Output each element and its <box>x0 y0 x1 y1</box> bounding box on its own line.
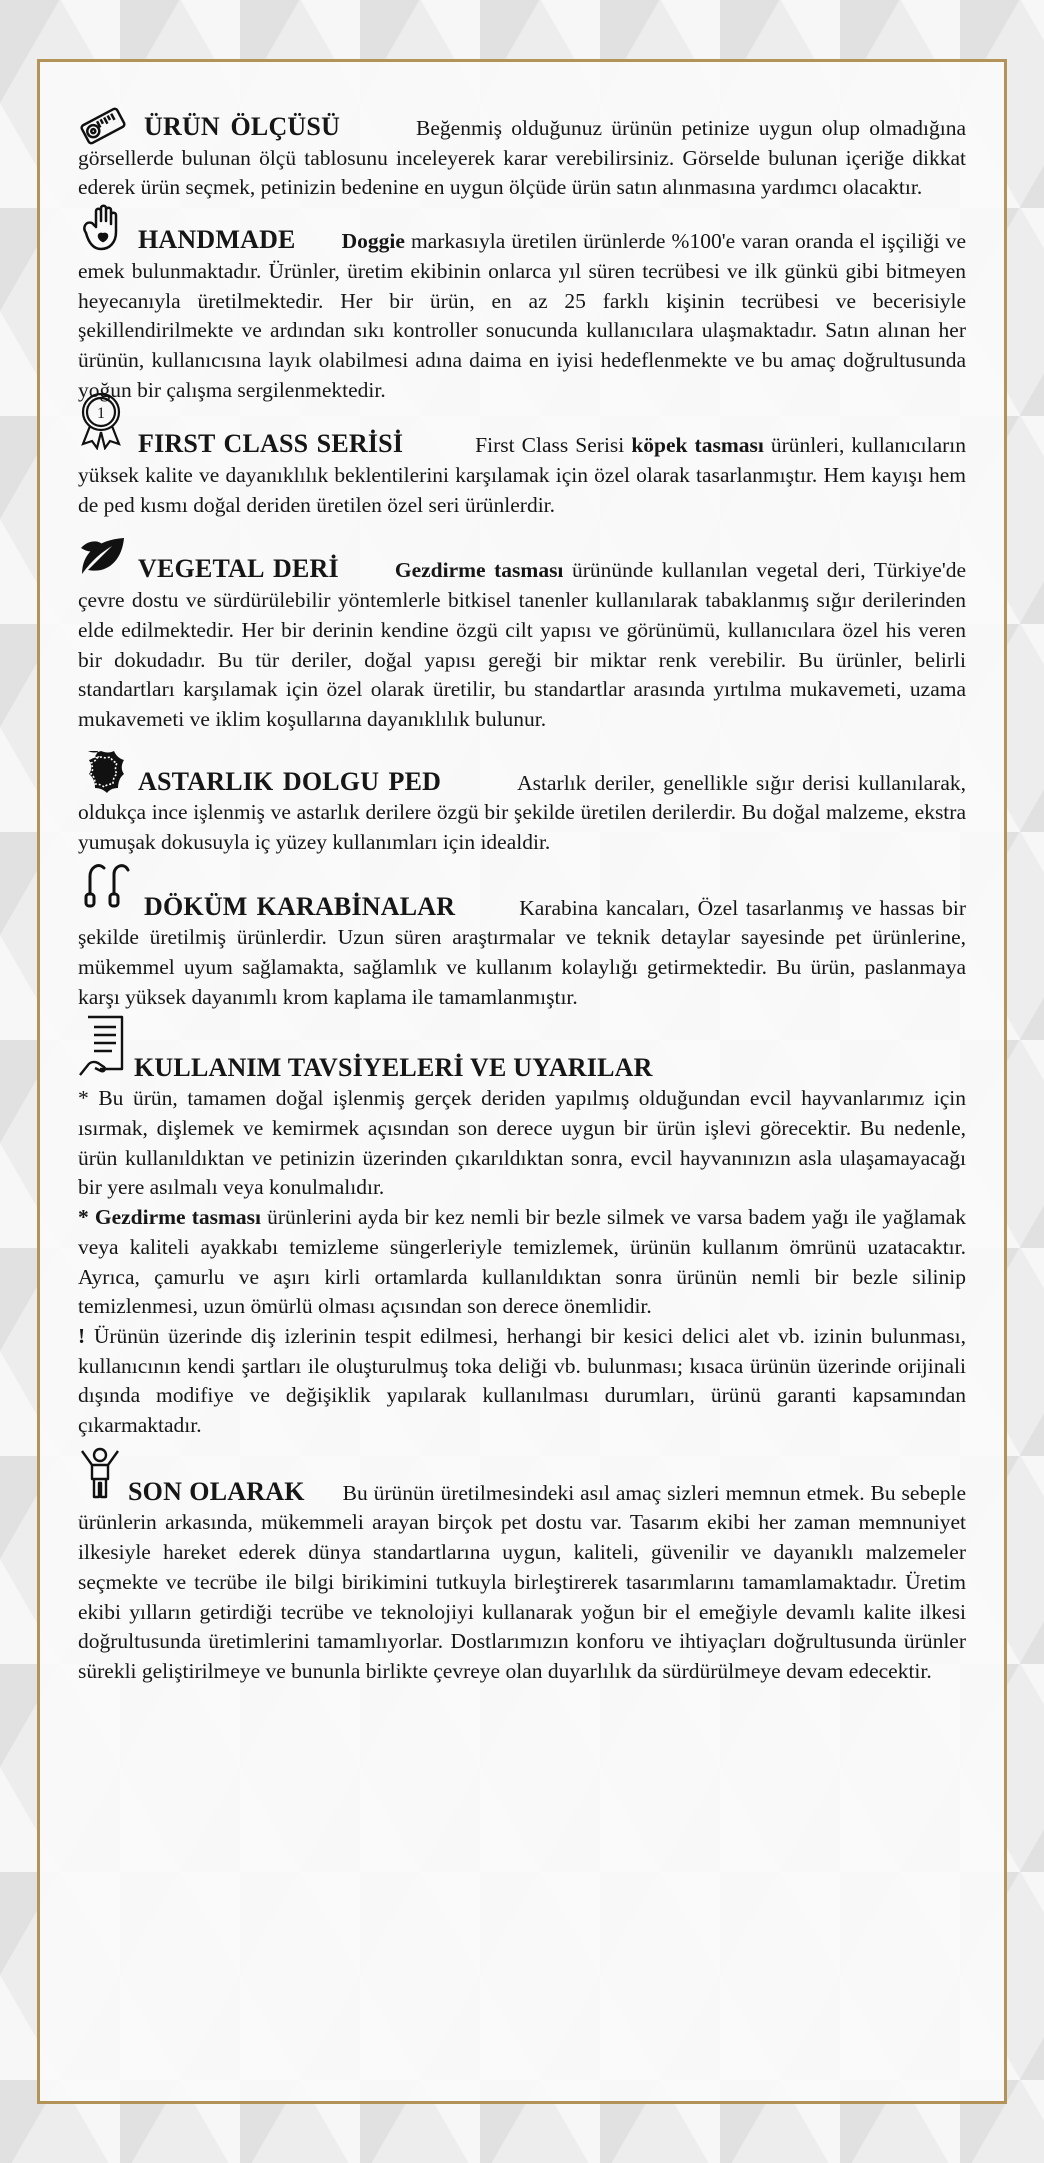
section-heading: DÖKÜM KARABİNALAR <box>144 891 456 921</box>
section-text: ürünleri, kullanıcıların yüksek kalite ve dayanıklılık beklentilerini karşılamak için özel olarak tasarlanmıştır. Hem kayışı hem de ped kısmı doğal deriden üretilen özel seri ürünlerdir. <box>78 433 967 517</box>
leaf-icon <box>78 534 128 578</box>
section-paragraph <box>78 892 966 1013</box>
section-text: Karabina kancaları, Özel tasarlanmış ve hassas bir şekilde üretilmiş ürünlerdir. Uzun süren araştırmalar ve teknik detaylar sayesinde pet ürünlerine, mükemmel uyum sağlamakta, sağlamlık ve kullanım kolaylığı getirmektedir. Bu ürün, paslanmaya karşı yüksek dayanımlı krom kaplama ile tamamlanmıştır. <box>78 895 966 1009</box>
medal-number: 1 <box>97 405 105 423</box>
section-paragraph <box>78 767 966 858</box>
section-son-olarak <box>78 1477 966 1687</box>
section-heading-line <box>78 1053 966 1085</box>
section-vegetal-deri <box>78 554 966 734</box>
warning-paragraph-3 <box>78 1322 966 1441</box>
section-paragraph <box>78 554 966 734</box>
section-handmade <box>78 225 966 405</box>
section-first-class <box>78 405 967 520</box>
section-heading: HANDMADE <box>138 225 296 255</box>
section-text: Bu ürünün üretilmesindeki asıl amaç sizleri memnun etmek. Bu sebeple ürünlerin arkasında, mükemmeli arayan birçok pet dostu var. Tasarım ekibi her zaman memnuniyet ilkesiyle hareket ederek dünya standartlarına uygun, kaliteli, güvenilir ve dayanıklı malzemeler seçmekte ve tecrübe ile bilgi birikimini tutkuyla birleştirerek tasarımlarını tamamlamaktadır. Üretim ekibi yılların getirdiği tecrübe ve teknolojiyi kullanarak yoğun bir el emeğiyle devamlı kalite ilkesi doğrultusunda üretimlerini tamamlıyorlar. Dostlarımızın konforu ve ihtiyaçları doğrultusunda ürünler sürekli geliştirilmeye ve bununla birlikte çevreye olan duyarlılık da sürdürülmeye devam edecektir. <box>78 1480 967 1683</box>
warning-mark: ! <box>78 1323 86 1348</box>
section-dokum-karabinalar <box>78 892 966 1013</box>
product-name: köpek tasması <box>631 433 764 458</box>
section-text: Beğenmiş olduğunuz ürünün petinize uygun olup olmadığına görsellerde bulunan ölçü tablosunu inceleyerek karar verebilirsiniz. Görselde bulunan içeriğe dikkat ederek ürün seçmek, petinizin bedenine en uygun ölçüde ürün satın alınmasına yardımcı olacaktır. <box>78 116 966 200</box>
leather-hide-icon <box>78 747 124 795</box>
warning-paragraph-2 <box>78 1203 966 1322</box>
section-urun-olcusu <box>78 112 966 203</box>
section-paragraph <box>78 225 966 405</box>
handmade-hand-icon <box>78 203 130 255</box>
measuring-tape-icon <box>78 106 128 146</box>
content <box>78 112 966 1687</box>
brand-name: Doggie <box>341 229 405 254</box>
carabiner-hooks-icon <box>78 858 132 912</box>
section-text: markasıyla üretilen ürünlerde %100'e varan oranda el işçiliği ve emek bulunmaktadır. Ürünler, üretim ekibinin onlarca yıl süren tecrübesi ve ilk günkü gibi bitmeyen heyecanıyla üretilmektedir. Her bir ürün, en az 25 farklı kişinin tecrübesi ve becerisiyle şekillendirilmekte ve ardından sıkı kontroller sonucunda kullanıcılara ulaşmaktadır. Satın alınan her ürünün, kullanıcısına layık olabilmesi adına daima en iyisi hedeflenmekte ve bu amaç doğrultusunda yoğun bir çalışma sergilenmektedir. <box>78 229 967 402</box>
content-frame <box>37 59 1007 2104</box>
first-place-medal-icon <box>78 392 124 450</box>
happy-person-icon <box>78 1447 122 1499</box>
section-paragraph <box>78 429 966 520</box>
document-hand-icon <box>78 1013 128 1079</box>
section-astarlik <box>78 767 966 858</box>
section-text: ürününde kullanılan vegetal deri, Türkiye'de çevre dostu ve sürdürülebilir yöntemlerle bitkisel tanenler kullanılarak tabaklanmış sığır derilerinden elde edilmektedir. Her bir derinin kendine özgü cilt yapısı ve görünümü, kullanıcılara özel his veren bir dokudadır. Bu tür deriler, doğal yapısı gereği bir miktar renk verebilir. Bu ürünler, belirli standartları karşılamak için özel olarak üretilir, bu standartlar arasında yırtılma mukavemeti, uzama mukavemeti ve iklim koşullarına dayanıklılık bulunur. <box>78 558 967 731</box>
section-text: ürünlerini ayda bir kez nemli bir bezle silmek ve varsa badem yağı ile yağlamak veya kaliteli ayakkabı temizleme süngerleriyle temizlemek, ürünün kullanım ömrünü uzatacaktır. Ayrıca, çamurlu ve aşırı kirli ortamlarda kullanıldıktan sonra ürünün nemli bir bezle silinip temizlenmesi, uzun ömürlü olması açısından son derece önemlidir. <box>78 1205 967 1319</box>
bullet-star: * <box>78 1205 89 1230</box>
section-heading: SON OLARAK <box>128 1476 305 1506</box>
section-text: Astarlık deriler, genellikle sığır derisi kullanılarak, oldukça ince işlenmiş ve astarlık derilere özgü bir şekilde üretilen derilerdir. Bu doğal malzeme, ekstra yumuşak dokusuyla iç yüzey kullanımları için idealdir. <box>78 770 966 855</box>
section-paragraph <box>78 112 966 203</box>
section-heading: VEGETAL DERİ <box>138 554 339 584</box>
section-paragraph <box>78 1477 966 1687</box>
product-name: Gezdirme tasması <box>94 1205 261 1230</box>
warning-paragraph-1: * Bu ürün, tamamen doğal işlenmiş gerçek deriden yapılmış olduğundan evcil hayvanlarımız için ısırmak, dişlemek ve kemirmek açısından son derece uygun bir ürün işlevi görecektir. Bu nedenle, ürün kullanıldıktan ve petinizin üzerinden çıkarıldıktan sonra, evcil hayvanınızın asla ulaşamayacağı bir yere asılmalı veya konulmalıdır. <box>78 1086 966 1200</box>
section-heading: FIRST CLASS SERİSİ <box>138 429 404 459</box>
section-heading: ASTARLIK DOLGU PED <box>138 766 442 796</box>
section-kullanim-tavsiyeleri <box>78 1053 966 1441</box>
section-heading: KULLANIM TAVSİYELERİ VE UYARILAR <box>134 1052 653 1082</box>
section-text-lead: First Class Serisi <box>475 433 625 458</box>
product-name: Gezdirme tasması <box>394 558 564 583</box>
section-text: Ürünün üzerinde diş izlerinin tespit edilmesi, herhangi bir kesici delici alet vb. izinin bulunması, kullanıcının kendi şartları ile oluşturulmuş toka deliği vb. bulunması; kısaca ürünün üzerinde orijinali dışında modifiye ve değişiklik yapılarak kullanılması durumları, ürünü garanti kapsamından çıkarmaktadır. <box>78 1323 967 1438</box>
section-heading: ÜRÜN ÖLÇÜSÜ <box>144 112 341 141</box>
